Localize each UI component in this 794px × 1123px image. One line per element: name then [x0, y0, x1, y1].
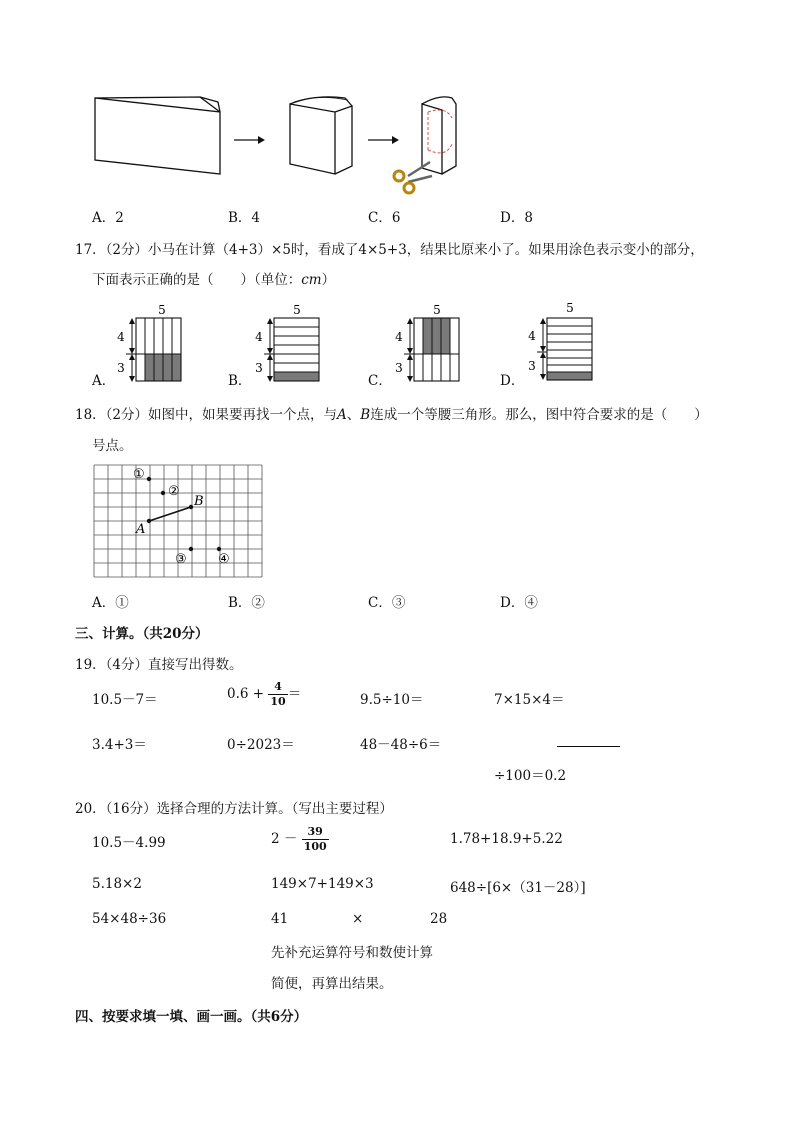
q19-title: 19．（4分）直接写出得数。 — [75, 657, 243, 673]
svg-text:3: 3 — [395, 361, 403, 375]
q19-expr-2: 0.6 + $\frac{4}{10}$ ＝ — [227, 680, 302, 708]
q17-option-a[interactable]: A． — [92, 373, 116, 389]
q20-note-line1: 先补充运算符号和数使计算 — [271, 945, 433, 961]
q18-option-b[interactable]: B．② — [228, 595, 265, 611]
q20-expr-5: 149×7+149×3 — [271, 876, 374, 892]
svg-text:5: 5 — [433, 303, 441, 317]
q19-expr-8: ÷100＝0.2 — [494, 768, 567, 784]
q17-diagram-d — [523, 298, 603, 384]
folded-sheet-1 — [95, 97, 220, 174]
q16-option-c[interactable]: C．6 — [368, 210, 401, 226]
section-4-heading: 四、按要求填一填、画一画。（共6分） — [75, 1009, 308, 1025]
q17-stem-line1: 17．（2分）小马在计算（4+3）×5时，看成了4×5+3，结果比原来小了。如果用涂色表示变小的部分， — [75, 242, 704, 258]
q18-option-d[interactable]: D．④ — [500, 595, 538, 611]
svg-text:3: 3 — [255, 361, 263, 375]
svg-text:5: 5 — [566, 301, 574, 315]
q19-expr-3: 9.5÷10＝ — [360, 692, 424, 708]
q20-expr-8a: 41 — [271, 911, 289, 927]
q19-answer-blank[interactable] — [557, 746, 620, 747]
q19-expr-1: 10.5－7＝ — [92, 692, 158, 708]
marker-1: ① — [133, 467, 145, 482]
q19-expr-5: 3.4+3＝ — [92, 737, 147, 753]
q18-stem-line1: 18．（2分）如图中，如果要再找一个点，与A、B连成一个等腰三角形。那么，图中符合要求的是（ ） — [75, 407, 708, 423]
q18-grid-figure — [93, 463, 263, 579]
point-b — [189, 505, 193, 509]
q17-diagram-a — [112, 300, 192, 384]
q20-note-line2: 简便，再算出结果。 — [271, 976, 393, 992]
q16-option-a[interactable]: A．2 — [92, 210, 124, 226]
folded-sheet-2 — [290, 97, 352, 174]
q20-expr-1: 10.5－4.99 — [92, 835, 166, 851]
paper-folding-figure — [90, 92, 470, 202]
q17-diagram-b — [250, 300, 330, 384]
arrow-right-icon — [234, 136, 265, 144]
svg-text:3: 3 — [117, 361, 125, 375]
q20-expr-3: 1.78+18.9+5.22 — [450, 831, 563, 847]
q20-expr-2: 2 － $\frac{39}{100}$ — [271, 825, 327, 853]
q20-title: 20．（16分）选择合理的方法计算。（写出主要过程） — [75, 801, 393, 817]
q17-option-b[interactable]: B． — [228, 373, 252, 389]
marker-2: ② — [168, 484, 180, 499]
q19-expr-4: 7×15×4＝ — [494, 692, 565, 708]
q18-option-c[interactable]: C．③ — [368, 595, 406, 611]
svg-text:4: 4 — [255, 330, 263, 344]
svg-text:4: 4 — [395, 330, 403, 344]
q19-expr-6: 0÷2023＝ — [227, 737, 295, 753]
segment-ab — [149, 507, 191, 521]
q17-diagram-c — [390, 300, 470, 384]
q20-expr-7: 54×48÷36 — [92, 911, 167, 927]
q20-expr-8c: 28 — [430, 911, 448, 927]
marker-4: ④ — [218, 552, 230, 567]
arrow-right-icon — [368, 136, 399, 144]
q19-expr-7: 48－48÷6＝ — [360, 737, 442, 753]
section-3-heading: 三、计算。（共20分） — [75, 626, 209, 642]
svg-text:4: 4 — [528, 329, 536, 343]
width-label: 5 — [158, 303, 166, 317]
q20-expr-8b: × — [352, 911, 364, 927]
q20-expr-6: 648÷[6×（31－28）] — [450, 880, 586, 896]
q20-expr-4: 5.18×2 — [92, 876, 142, 892]
q17-option-c[interactable]: C． — [368, 373, 392, 389]
marker-3: ③ — [175, 552, 187, 567]
q17-stem-line2: 下面表示正确的是（ ）（单位：cm） — [92, 272, 336, 288]
svg-text:3: 3 — [528, 359, 536, 373]
svg-text:5: 5 — [293, 303, 301, 317]
label-b: B — [194, 494, 204, 509]
q18-option-a[interactable]: A．① — [92, 595, 129, 611]
q18-stem-line2: 号点。 — [92, 438, 133, 454]
q16-option-b[interactable]: B．4 — [228, 210, 261, 226]
q16-option-d[interactable]: D．8 — [500, 210, 533, 226]
point-a — [147, 519, 151, 523]
svg-text:4: 4 — [117, 330, 125, 344]
label-a: A — [136, 522, 146, 537]
q17-option-d[interactable]: D． — [500, 373, 525, 389]
